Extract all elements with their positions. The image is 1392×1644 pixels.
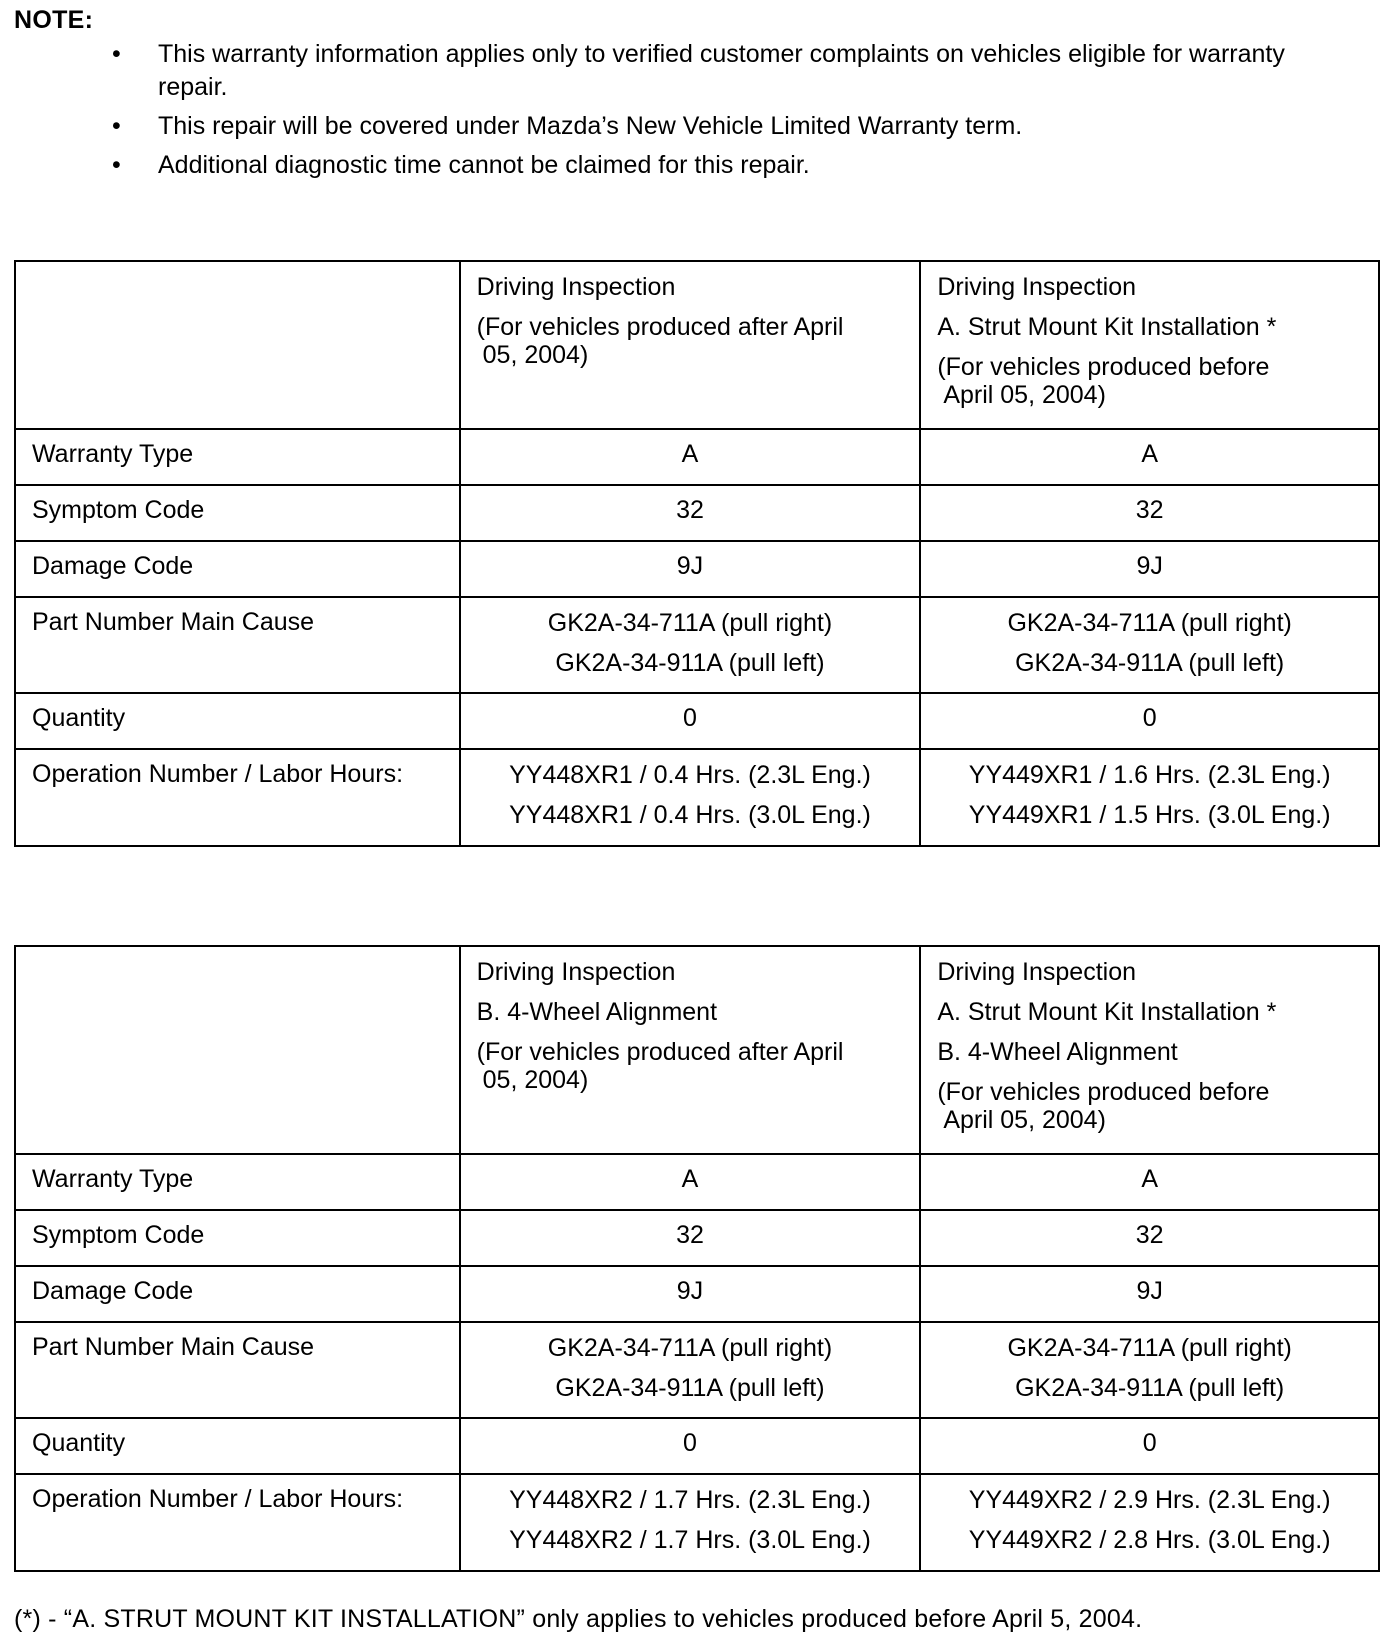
note-item xyxy=(0,38,1392,104)
part-number-line: GK2A-34-911A (pull left) xyxy=(555,1374,825,1402)
part-number-line: GK2A-34-711A (pull right) xyxy=(547,609,833,637)
operation-line: YY448XR1 / 0.4 Hrs. (3.0L Eng.) xyxy=(509,801,871,829)
cell-value: A xyxy=(920,1154,1379,1210)
cell-value: 9J xyxy=(920,1266,1379,1322)
cell-value: 9J xyxy=(920,541,1379,597)
cell-value: 32 xyxy=(920,1210,1379,1266)
note-heading: NOTE: xyxy=(14,6,94,34)
table-row xyxy=(15,1418,1379,1474)
operation-line: YY449XR2 / 2.9 Hrs. (2.3L Eng.) xyxy=(968,1486,1331,1514)
cell-value xyxy=(460,597,921,693)
operation-line: YY449XR1 / 1.5 Hrs. (3.0L Eng.) xyxy=(968,801,1331,829)
cell-value: 32 xyxy=(460,485,921,541)
cell-value: 32 xyxy=(460,1210,921,1266)
cell-value xyxy=(460,1474,921,1571)
header-line: B. 4-Wheel Alignment xyxy=(476,998,718,1026)
note-item xyxy=(0,149,1392,182)
cell-value: A xyxy=(920,429,1379,485)
table-row xyxy=(15,1154,1379,1210)
row-label: Warranty Type xyxy=(15,429,460,485)
header-period xyxy=(937,1077,1364,1133)
bullet-icon: • xyxy=(112,151,121,179)
note-item xyxy=(0,110,1392,143)
header-line: A. Strut Mount Kit Installation * xyxy=(937,998,1277,1026)
header-period xyxy=(477,1037,906,1093)
row-label: Symptom Code xyxy=(15,1210,460,1266)
header-period-line-1: (For vehicles produced after April xyxy=(476,313,844,341)
cell-value: 0 xyxy=(920,1418,1379,1474)
note-text: This warranty information applies only to verified customer complaints on vehicles eligible for warranty repair. xyxy=(158,40,1285,101)
cell-value xyxy=(920,597,1379,693)
part-number-line: GK2A-34-911A (pull left) xyxy=(555,649,825,677)
part-number-line: GK2A-34-711A (pull right) xyxy=(1007,609,1292,637)
header-title: Driving Inspection xyxy=(476,958,676,986)
header-title: Driving Inspection xyxy=(937,273,1137,301)
table-row xyxy=(15,1474,1379,1571)
bullet-icon: • xyxy=(112,112,121,140)
header-period-line-1: (For vehicles produced before xyxy=(937,1078,1270,1106)
header-period-line-2: 05, 2004) xyxy=(482,1066,589,1094)
header-period xyxy=(477,312,906,368)
operation-line: YY449XR1 / 1.6 Hrs. (2.3L Eng.) xyxy=(968,761,1331,789)
table-row xyxy=(15,541,1379,597)
row-label: Quantity xyxy=(15,1418,460,1474)
part-number-line: GK2A-34-911A (pull left) xyxy=(1015,649,1285,677)
cell-value: A xyxy=(460,429,921,485)
cell-value xyxy=(920,1322,1379,1418)
cell-value xyxy=(920,1474,1379,1571)
row-label: Operation Number / Labor Hours: xyxy=(15,1474,460,1571)
part-number-line: GK2A-34-911A (pull left) xyxy=(1015,1374,1285,1402)
header-period-line-2: 05, 2004) xyxy=(482,341,589,369)
cell-value: 9J xyxy=(460,541,921,597)
row-label: Quantity xyxy=(15,693,460,749)
note-text: Additional diagnostic time cannot be claimed for this repair. xyxy=(158,151,810,179)
table-header-row xyxy=(15,261,1379,429)
operation-line: YY449XR2 / 2.8 Hrs. (3.0L Eng.) xyxy=(968,1526,1331,1554)
table-row xyxy=(15,597,1379,693)
note-list xyxy=(0,38,1392,188)
cell-value xyxy=(460,1322,921,1418)
cell-value xyxy=(460,749,921,846)
table-row xyxy=(15,693,1379,749)
header-empty-cell xyxy=(15,946,460,1154)
table-row xyxy=(15,1266,1379,1322)
header-period-line-1: (For vehicles produced after April xyxy=(476,1038,844,1066)
row-label: Symptom Code xyxy=(15,485,460,541)
table-row xyxy=(15,749,1379,846)
table-row xyxy=(15,1210,1379,1266)
cell-value: 0 xyxy=(460,693,921,749)
row-label: Part Number Main Cause xyxy=(15,1322,460,1418)
warranty-table-2 xyxy=(14,945,1380,1572)
part-number-line: GK2A-34-711A (pull right) xyxy=(547,1334,833,1362)
header-period-line-1: (For vehicles produced before xyxy=(937,353,1270,381)
cell-value: 0 xyxy=(920,693,1379,749)
part-number-line: GK2A-34-711A (pull right) xyxy=(1007,1334,1292,1362)
header-cell-a xyxy=(460,261,921,429)
cell-value: 9J xyxy=(460,1266,921,1322)
row-label: Damage Code xyxy=(15,1266,460,1322)
footnote: (*) - “A. STRUT MOUNT KIT INSTALLATION” only applies to vehicles produced before April 5, 2004. xyxy=(14,1605,1143,1633)
header-cell-b xyxy=(920,946,1379,1154)
operation-line: YY448XR2 / 1.7 Hrs. (2.3L Eng.) xyxy=(509,1486,871,1514)
header-period-line-2: April 05, 2004) xyxy=(943,1106,1106,1134)
cell-value: A xyxy=(460,1154,921,1210)
row-label: Part Number Main Cause xyxy=(15,597,460,693)
header-cell-b xyxy=(920,261,1379,429)
header-period-line-2: April 05, 2004) xyxy=(943,381,1106,409)
cell-value: 32 xyxy=(920,485,1379,541)
header-line: A. Strut Mount Kit Installation * xyxy=(937,313,1277,341)
operation-line: YY448XR1 / 0.4 Hrs. (2.3L Eng.) xyxy=(509,761,871,789)
row-label: Warranty Type xyxy=(15,1154,460,1210)
table-row xyxy=(15,1322,1379,1418)
header-title: Driving Inspection xyxy=(937,958,1137,986)
cell-value: 0 xyxy=(460,1418,921,1474)
bullet-icon: • xyxy=(112,40,121,68)
header-period xyxy=(937,352,1364,408)
row-label: Operation Number / Labor Hours: xyxy=(15,749,460,846)
cell-value xyxy=(920,749,1379,846)
note-text: This repair will be covered under Mazda’s New Vehicle Limited Warranty term. xyxy=(158,112,1023,140)
header-title: Driving Inspection xyxy=(476,273,676,301)
table-row xyxy=(15,485,1379,541)
header-empty-cell xyxy=(15,261,460,429)
row-label: Damage Code xyxy=(15,541,460,597)
warranty-table-1 xyxy=(14,260,1380,847)
header-line: B. 4-Wheel Alignment xyxy=(937,1038,1178,1066)
table-header-row xyxy=(15,946,1379,1154)
operation-line: YY448XR2 / 1.7 Hrs. (3.0L Eng.) xyxy=(509,1526,871,1554)
header-cell-a xyxy=(460,946,921,1154)
table-row xyxy=(15,429,1379,485)
